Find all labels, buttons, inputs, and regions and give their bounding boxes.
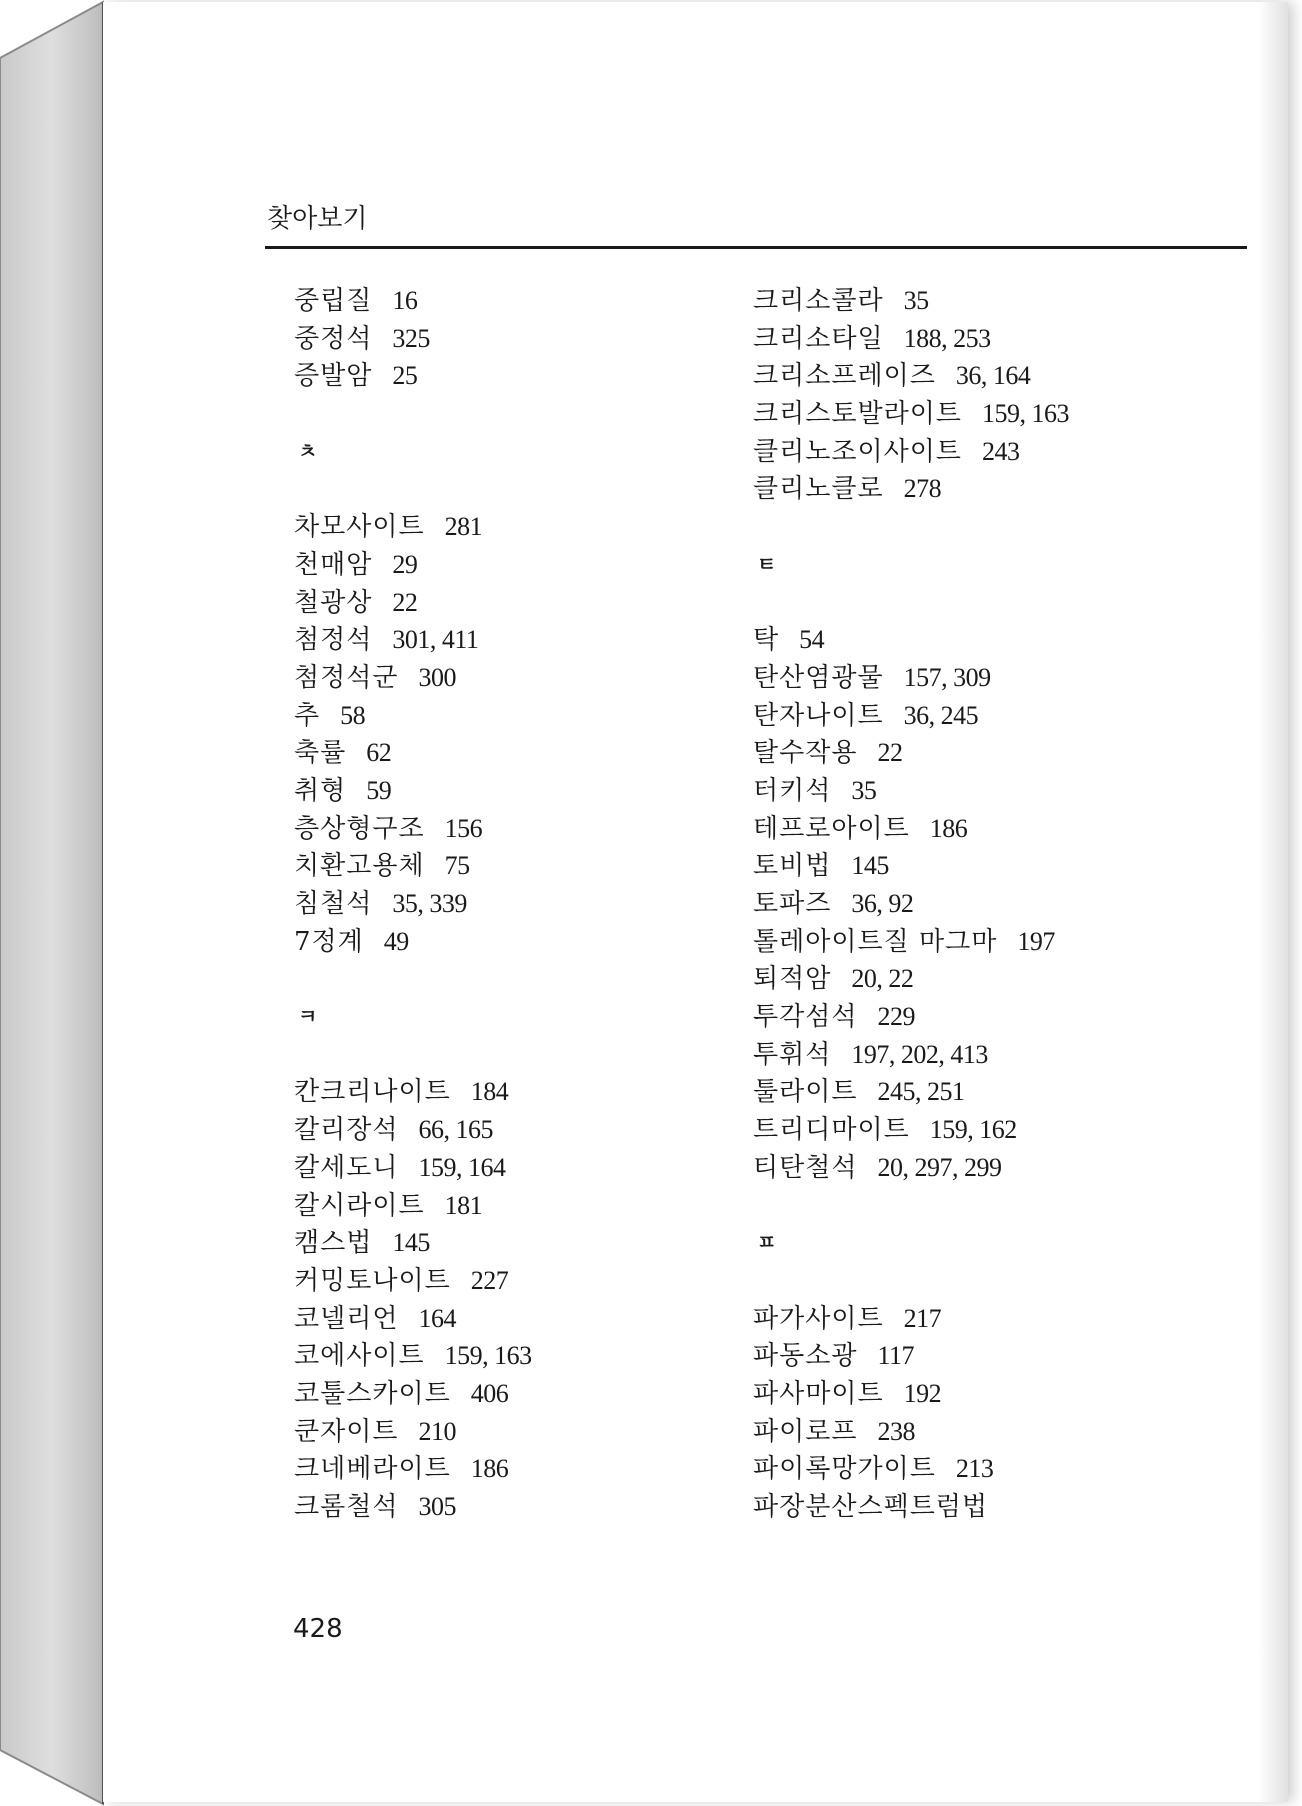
index-entry: 크네베라이트 186 xyxy=(294,1454,509,1485)
index-entry: 칼세도니 159, 164 xyxy=(294,1152,506,1183)
index-entry: 톨레아이트질 마그마 197 xyxy=(753,926,1055,957)
index-entry: 크리소타일 188, 253 xyxy=(753,323,991,354)
index-entry: 투각섬석 229 xyxy=(753,1002,915,1033)
page-edge-shadow xyxy=(1258,2,1288,1802)
index-entry: 파이로프 238 xyxy=(753,1416,915,1447)
index-entry: 툴라이트 245, 251 xyxy=(753,1077,965,1108)
index-column-right xyxy=(753,282,1233,1526)
index-entry: 크리스토발라이트 159, 163 xyxy=(753,399,1069,430)
index-entry: 첨정석군 300 xyxy=(294,662,456,693)
index-entry: 크리소프레이즈 36, 164 xyxy=(753,361,1031,392)
page-number: 428 xyxy=(293,1614,343,1644)
index-entry: 7정계 49 xyxy=(294,926,409,957)
index-entry: 파사마이트 192 xyxy=(753,1378,942,1409)
index-entry: 탄산염광물 157, 309 xyxy=(753,662,991,693)
index-entry: 클리노클로 278 xyxy=(753,474,942,505)
running-head: 찾아보기 xyxy=(267,204,368,234)
index-entry: 퇴적암 20, 22 xyxy=(753,964,914,995)
index-entry: 치환고용체 75 xyxy=(294,851,470,882)
index-entry: 토파즈 36, 92 xyxy=(753,889,914,919)
book-page xyxy=(103,2,1288,1802)
index-entry: 터키석 35 xyxy=(753,775,877,806)
index-entry: 파동소광 117 xyxy=(753,1341,915,1372)
index-entry: 쿤자이트 210 xyxy=(294,1416,456,1447)
index-entry: 첨정석 301, 411 xyxy=(294,625,479,656)
index-entry: 캠스법 145 xyxy=(294,1228,430,1259)
section-heading-chi: ㅊ xyxy=(298,438,318,463)
index-entry: 크롬철석 305 xyxy=(294,1492,456,1522)
index-entry: 트리디마이트 159, 162 xyxy=(753,1115,1017,1146)
index-entry: 클리노조이사이트 243 xyxy=(753,436,1020,467)
index-entry: 탈수작용 22 xyxy=(753,738,903,769)
index-entry: 탁 54 xyxy=(753,625,825,656)
header-rule xyxy=(265,246,1247,249)
index-entry: 증발암 25 xyxy=(294,361,418,392)
index-entry: 칸크리나이트 184 xyxy=(294,1077,509,1108)
index-entry: 파이록망가이트 213 xyxy=(753,1454,994,1485)
index-entry: 천매암 29 xyxy=(294,549,418,580)
index-entry: 취형 59 xyxy=(294,775,392,806)
index-entry: 투휘석 197, 202, 413 xyxy=(753,1039,988,1070)
index-entry: 티탄철석 20, 297, 299 xyxy=(753,1152,1002,1183)
index-entry: 토비법 145 xyxy=(753,851,889,882)
index-entry: 테프로아이트 186 xyxy=(753,813,968,844)
index-entry: 크리소콜라 35 xyxy=(753,286,929,316)
index-entry: 차모사이트 281 xyxy=(294,512,483,543)
index-column-left xyxy=(294,282,714,1526)
section-heading-kieuk: ㅋ xyxy=(298,1004,318,1029)
index-entry: 축률 62 xyxy=(294,738,392,769)
index-entry: 파가사이트 217 xyxy=(753,1303,942,1334)
index-entry: 추 58 xyxy=(294,700,366,731)
index-entry: 중립질 16 xyxy=(294,286,418,316)
index-entry: 코에사이트 159, 163 xyxy=(294,1341,532,1372)
index-entry: 칼시라이트 181 xyxy=(294,1190,483,1221)
index-entry: 코넬리언 164 xyxy=(294,1303,456,1334)
index-entry: 탄자나이트 36, 245 xyxy=(753,700,979,731)
index-entry: 침철석 35, 339 xyxy=(294,889,467,919)
index-entry: 칼리장석 66, 165 xyxy=(294,1115,493,1146)
index-entry: 중정석 325 xyxy=(294,323,430,354)
index-entry: 철광상 22 xyxy=(294,587,418,618)
section-heading-pieup: ㅍ xyxy=(757,1230,777,1255)
index-entry: 커밍토나이트 227 xyxy=(294,1265,509,1296)
section-heading-tieut: ㅌ xyxy=(757,551,777,576)
index-entry: 코툴스카이트 406 xyxy=(294,1378,509,1409)
index-entry: 층상형구조 156 xyxy=(294,813,483,844)
index-entry: 파장분산스펙트럼법 xyxy=(753,1492,989,1522)
